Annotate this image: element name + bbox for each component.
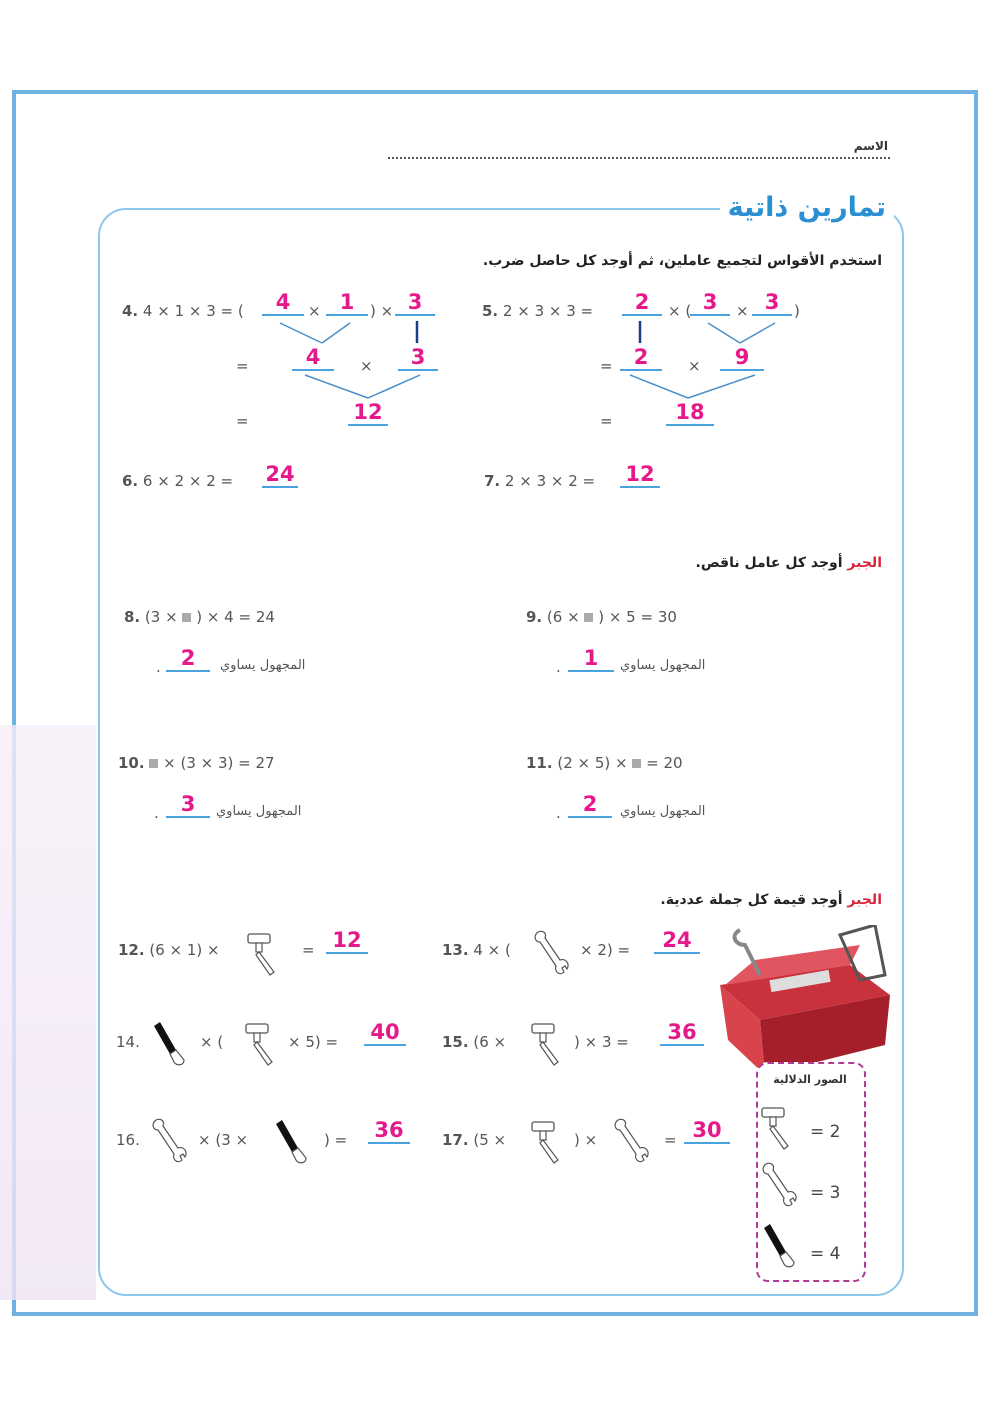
wrench-icon (612, 1118, 652, 1168)
p5-answer-e[interactable]: 9 (720, 345, 764, 371)
hammer-icon (244, 1020, 284, 1070)
p15-tail: ) × 3 = (574, 1033, 629, 1051)
p8-expr: 8. (3 × ) × 4 = 24 (124, 608, 275, 626)
hammer-icon (530, 1020, 570, 1070)
close-paren: ) (794, 302, 800, 320)
p10-answer[interactable]: 3 (166, 792, 210, 818)
hammer-icon (246, 930, 286, 980)
close-paren-times: ) × (370, 302, 394, 320)
saw-icon (272, 1118, 312, 1168)
times-sign: × (688, 357, 701, 375)
p4-answer-b[interactable]: 1 (326, 290, 368, 316)
p6-expr: 6. 6 × 2 × 2 = (122, 472, 234, 490)
p17-tail: = (664, 1131, 677, 1149)
p5-answer-c[interactable]: 3 (752, 290, 792, 316)
key-value-wrench: = 3 (810, 1183, 841, 1203)
p4-answer-e[interactable]: 3 (398, 345, 438, 371)
name-label: الاسم (853, 139, 888, 153)
wrench-icon (760, 1162, 800, 1212)
p16-mid: × (3 × (198, 1131, 249, 1149)
section1-instruction: استخدم الأقواس لتجميع عاملين، ثم أوجد كل حاصل ضرب. (482, 253, 882, 269)
equals-sign: = (236, 412, 249, 430)
wrench-icon (532, 930, 572, 980)
p7-expr: 7. 2 × 3 × 2 = (484, 472, 596, 490)
p4-expr: 4. 4 × 1 × 3 = ( (122, 302, 244, 320)
p9-expr: 9. (6 × ) × 5 = 30 (526, 608, 677, 626)
p4-answer-a[interactable]: 4 (262, 290, 304, 316)
p14-tail: × 5) = (288, 1033, 339, 1051)
wrench-icon (150, 1118, 190, 1168)
equals-sign: = (600, 412, 613, 430)
period: . (556, 658, 561, 676)
p8-answer[interactable]: 2 (166, 646, 210, 672)
unknown-label: المجهول يساوي (620, 658, 706, 673)
times-sign: × (360, 357, 373, 375)
times-sign: × (736, 302, 749, 320)
p5-answer-a[interactable]: 2 (622, 290, 662, 316)
saw-icon (150, 1020, 190, 1070)
key-title: الصور الدلالية (773, 1073, 847, 1086)
p12-tail: = (302, 941, 315, 959)
saw-icon (760, 1222, 800, 1272)
p11-answer[interactable]: 2 (568, 792, 612, 818)
p9-answer[interactable]: 1 (568, 646, 614, 672)
p10-expr: 10. × (3 × 3) = 27 (118, 754, 275, 772)
p17-mid: ) × (574, 1131, 598, 1149)
times-sign: × (308, 302, 321, 320)
p14-mid: × ( (200, 1033, 224, 1051)
p17-expr: 17. (5 × (442, 1131, 507, 1149)
equals-sign: = (600, 357, 613, 375)
p12-answer[interactable]: 12 (326, 928, 368, 954)
times-open-paren: × ( (668, 302, 692, 320)
algebra-tag: الجبر (847, 555, 882, 571)
key-value-saw: = 4 (810, 1244, 841, 1264)
p17-answer[interactable]: 30 (684, 1118, 730, 1144)
side-decoration (0, 725, 96, 1300)
p13-answer[interactable]: 24 (654, 928, 700, 954)
p4-answer-f[interactable]: 12 (348, 400, 388, 426)
section3-instruction: الجبر أوجد قيمة كل جملة عددية. (660, 892, 882, 908)
unknown-label: المجهول يساوي (216, 804, 302, 819)
p5-answer-b[interactable]: 3 (690, 290, 730, 316)
p7-answer[interactable]: 12 (620, 462, 660, 488)
p15-answer[interactable]: 36 (660, 1020, 704, 1046)
hammer-icon (530, 1118, 570, 1168)
p13-tail: × 2) = (580, 941, 631, 959)
p15-expr: 15. (6 × (442, 1033, 507, 1051)
p6-answer[interactable]: 24 (262, 462, 298, 488)
hammer-icon (760, 1104, 800, 1154)
algebra-tag: الجبر (847, 892, 882, 908)
page-title: تمارين ذاتية (720, 192, 894, 223)
p14-answer[interactable]: 40 (364, 1020, 406, 1046)
p5-answer-d[interactable]: 2 (620, 345, 662, 371)
p13-expr: 13. 4 × ( (442, 941, 511, 959)
period: . (156, 658, 161, 676)
p16-num: 16. (116, 1131, 140, 1149)
unknown-label: المجهول يساوي (220, 658, 306, 673)
unknown-label: المجهول يساوي (620, 804, 706, 819)
missing-factor-square (632, 759, 641, 768)
key-value-hammer: = 2 (810, 1122, 841, 1142)
name-line[interactable] (388, 157, 890, 159)
period: . (556, 804, 561, 822)
missing-factor-square (584, 613, 593, 622)
p4-answer-c[interactable]: 3 (395, 290, 435, 316)
p4-answer-d[interactable]: 4 (292, 345, 334, 371)
missing-factor-square (149, 759, 158, 768)
p5-expr: 5. 2 × 3 × 3 = (482, 302, 594, 320)
p14-num: 14. (116, 1033, 140, 1051)
missing-factor-square (182, 613, 191, 622)
p16-answer[interactable]: 36 (368, 1118, 410, 1144)
p16-tail: ) = (324, 1131, 348, 1149)
section2-instruction: الجبر أوجد كل عامل ناقص. (695, 555, 882, 571)
p11-expr: 11. (2 × 5) × = 20 (526, 754, 683, 772)
period: . (154, 804, 159, 822)
copyright-sidebar (944, 960, 958, 1270)
p5-answer-f[interactable]: 18 (666, 400, 714, 426)
equals-sign: = (236, 357, 249, 375)
p12-expr: 12. (6 × 1) × (118, 941, 220, 959)
toolbox-image (700, 925, 900, 1085)
